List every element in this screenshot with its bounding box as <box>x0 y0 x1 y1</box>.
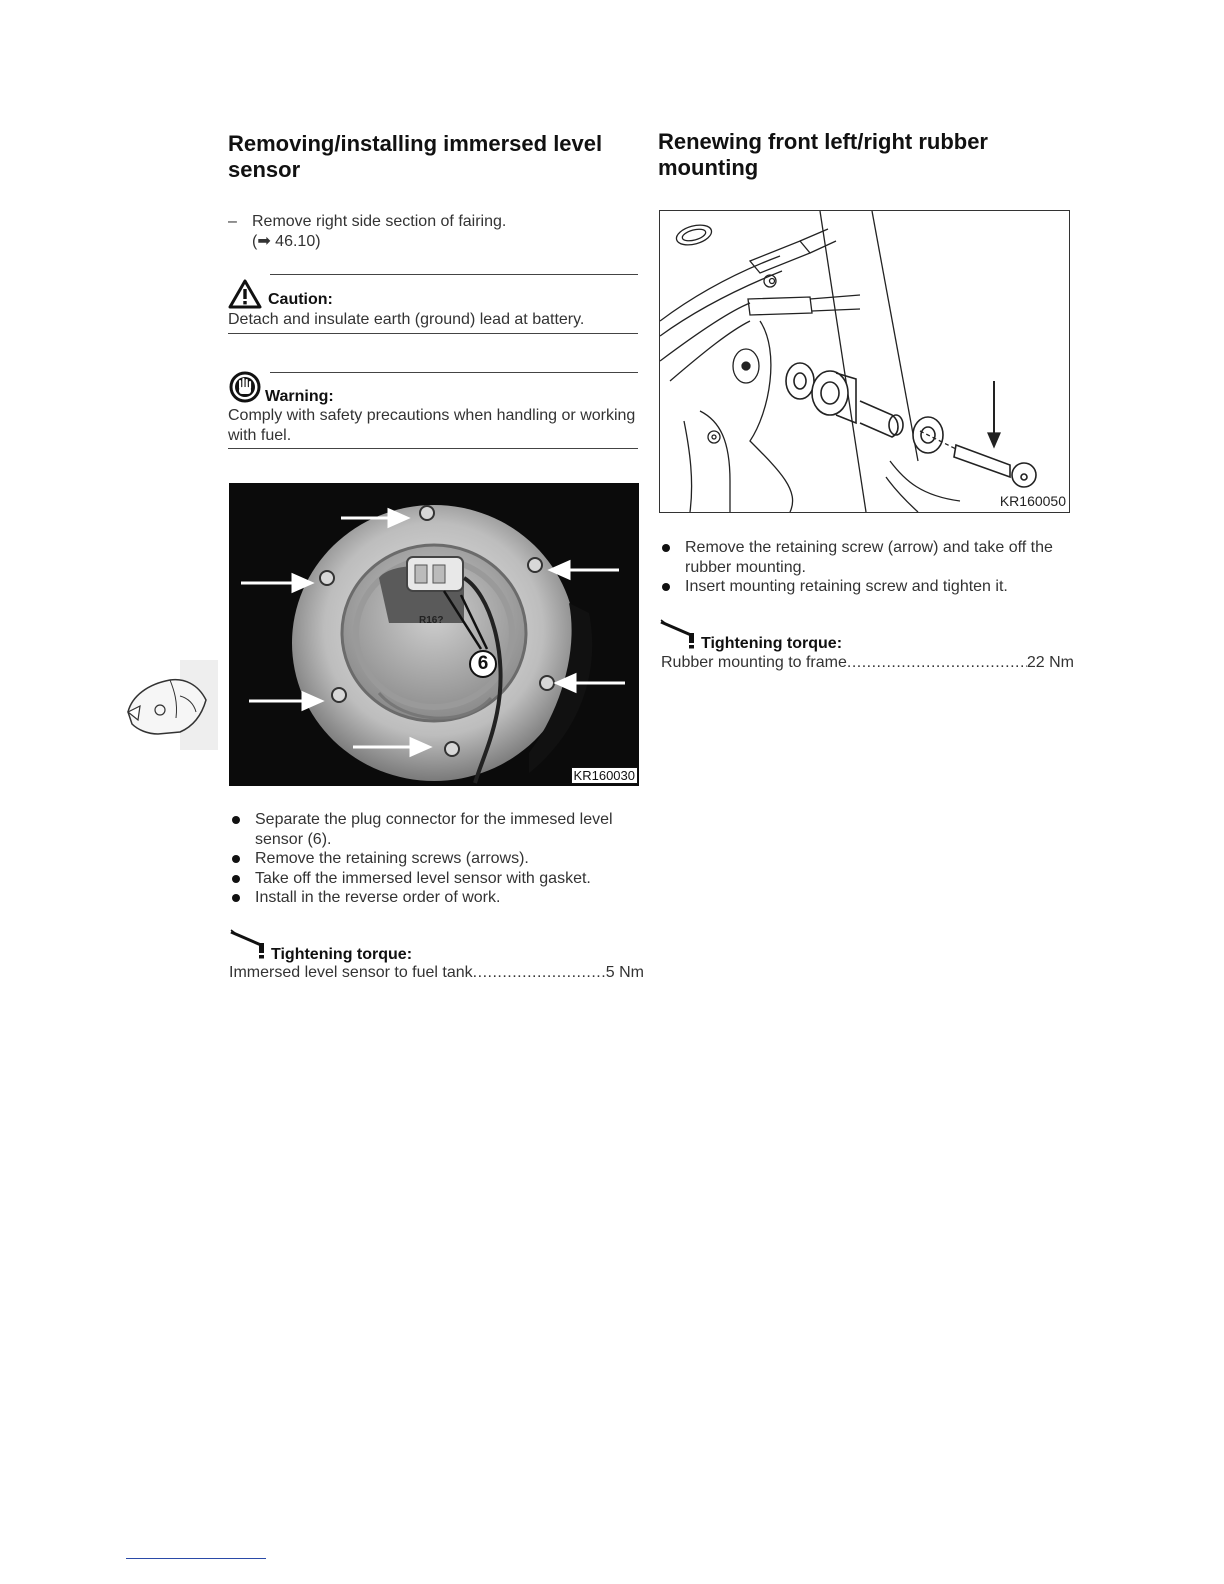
leader-dots <box>847 654 1027 672</box>
caution-triangle-icon <box>228 279 262 309</box>
left-step-list <box>228 810 648 908</box>
list-item: Remove the retaining screws (arrows). <box>228 849 648 869</box>
callout-6-label: 6 <box>477 653 489 674</box>
list-item: Insert mounting retaining screw and tighten it. <box>658 577 1078 597</box>
torque-wrench-icon <box>229 929 271 959</box>
warning-bottom-rule <box>228 448 638 449</box>
cross-reference-link[interactable]: (➡ 46.10) <box>252 232 321 250</box>
step-item <box>228 212 638 251</box>
level-sensor-photo <box>229 483 639 786</box>
caution-title: Caution: <box>268 291 333 308</box>
list-item: Take off the immersed level sensor with gasket. <box>228 869 648 889</box>
list-item: Remove the retaining screw (arrow) and take off the rubber mounting. <box>658 538 1078 577</box>
torque-item: Immersed level sensor to fuel tank <box>229 964 473 981</box>
right-torque-title: Tightening torque: <box>701 635 843 652</box>
right-step-list <box>658 538 1078 597</box>
warning-title: Warning: <box>265 388 334 405</box>
rubber-mounting-drawing <box>659 210 1070 513</box>
step-text: Remove right side section of fairing. <box>252 213 507 230</box>
fuel-tank-thumbnail-icon <box>118 660 218 750</box>
warning-text: Comply with safety precautions when handling or working with fuel. <box>228 407 636 444</box>
torque-wrench-icon <box>659 619 701 649</box>
list-item: Install in the reverse order of work. <box>228 888 648 908</box>
caution-bottom-rule <box>228 333 638 334</box>
figure-code-label: KR160030 <box>571 767 638 784</box>
torque-value: 5 Nm <box>605 964 644 981</box>
svg-text:R16?: R16? <box>419 615 444 626</box>
step-dash: – <box>228 213 237 230</box>
warning-top-rule <box>270 372 638 373</box>
torque-item: Rubber mounting to frame <box>661 654 847 671</box>
figure-code-label: KR160050 <box>999 493 1066 509</box>
left-torque-spec <box>229 964 644 982</box>
right-section-heading: Renewing front left/right rubber mounting <box>658 129 988 180</box>
footer-rule <box>126 1558 266 1559</box>
caution-top-rule <box>270 274 638 275</box>
stop-hand-icon <box>229 371 261 403</box>
left-torque-title: Tightening torque: <box>271 946 413 963</box>
right-torque-spec <box>661 654 1074 672</box>
torque-value: 22 Nm <box>1026 654 1074 671</box>
left-section-heading: Removing/installing immersed level sensor <box>228 131 603 182</box>
caution-text: Detach and insulate earth (ground) lead at battery. <box>228 311 585 328</box>
callout-6-badge <box>469 650 497 678</box>
list-item: Separate the plug connector for the immesed level sensor (6). <box>228 810 648 849</box>
leader-dots <box>473 964 606 982</box>
